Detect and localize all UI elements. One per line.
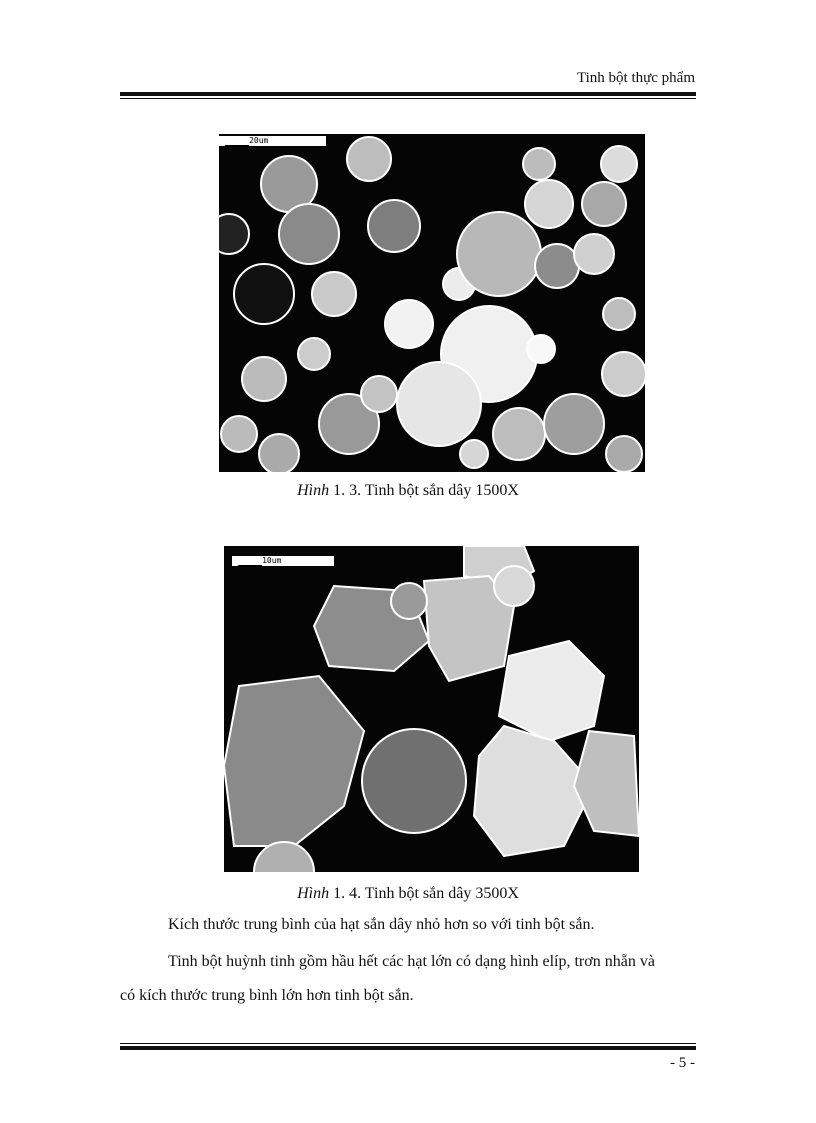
body-text [120, 910, 696, 1011]
header-title: Tinh bột thực phẩm [576, 70, 695, 86]
footer-rule [120, 1043, 696, 1050]
caption-prefix: Hình [297, 482, 330, 499]
starch-granules-closeup-image [224, 546, 639, 872]
scale-bar-10um [232, 556, 334, 566]
header-rule [120, 92, 696, 99]
starch-granules-image [219, 134, 645, 472]
scale-label: 20um [249, 136, 269, 145]
caption-text: 1. 4. Tinh bột sắn dây 3500X [329, 885, 519, 902]
figure-1-4-caption [0, 885, 816, 903]
scale-bar-20um [219, 136, 326, 146]
caption-prefix: Hình [297, 885, 330, 902]
caption-text: 1. 3. Tinh bột sắn dây 1500X [329, 482, 519, 499]
figure-1-3-caption [0, 482, 816, 500]
paragraph-1: Kích thước trung bình của hạt sắn dây nhỏ hơn so với tinh bột sắn. [168, 916, 595, 933]
paragraph-2-line-1: Tinh bột huỳnh tinh gồm hầu hết các hạt lớn có dạng hình elíp, trơn nhẵn và [168, 953, 655, 970]
figure-1-3-micrograph [219, 134, 645, 472]
scale-label: 10um [262, 556, 282, 565]
paragraph-2-line-2: có kích thước trung bình lớn hơn tinh bột sắn. [120, 987, 414, 1004]
figure-1-4-micrograph [224, 546, 639, 872]
page-number: - 5 - [670, 1055, 695, 1071]
